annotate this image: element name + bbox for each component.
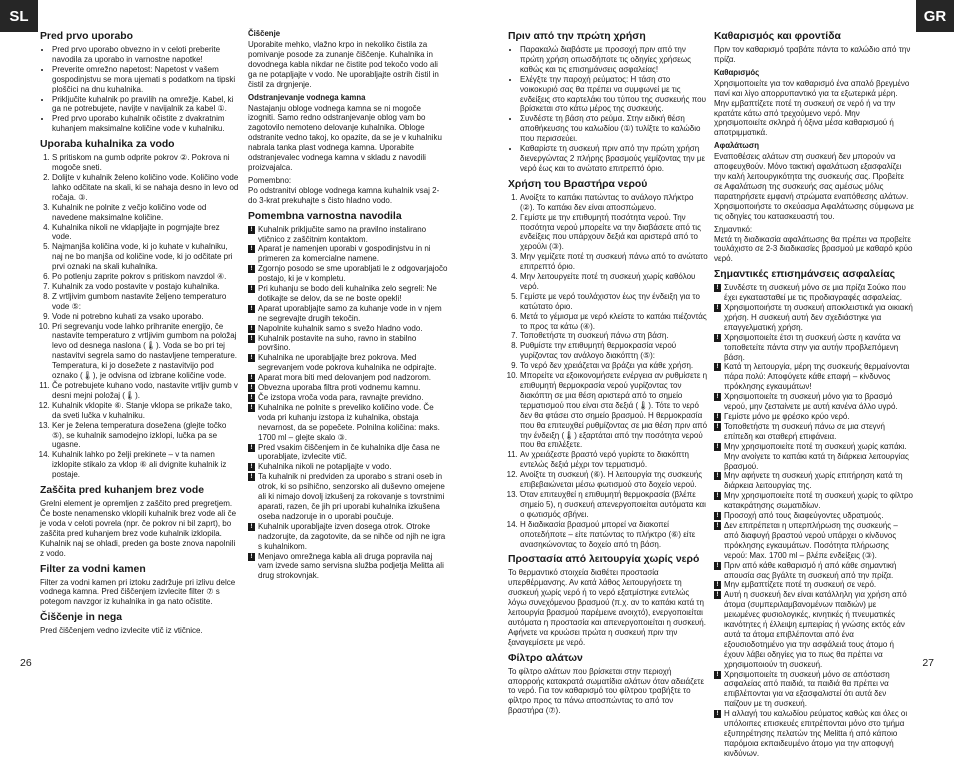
warning-icon: ! [714, 423, 721, 431]
warning-icon: ! [248, 374, 255, 382]
warning-icon: ! [248, 305, 255, 313]
column-1 [40, 26, 240, 666]
warning-icon: ! [714, 512, 721, 520]
paragraph: Pred čiščenjem vedno izvlecite vtič iz vtičnice. [40, 626, 203, 636]
list-item: • Παρακαλώ διαβάστε με προσοχή πριν από την πρώτη χρήση οπωσδήποτε τις οδηγίες χρήσεως καθώς και τις επισημάνσεις ασφαλείας! [520, 45, 708, 75]
warning-item: ! Kuhalnika ne polnite s preveliko količino vode. Če voda pri kuhanju izstopa iz kuhalnika, obstaja nevarnost, da se popečete. Polnilna količina: maks. 1700 ml – glejte skalo ③. [248, 403, 448, 443]
warning-item: ! Kuhalnik uporabljajte izven dosega otrok. Otroke nadzorujte, da zagotovite, da se nihče od njih ne igra s kuhalnikom. [248, 522, 448, 552]
column-2 [248, 26, 448, 666]
paragraph: Το θερμαντικό στοιχεία διαθέτει προστασία υπερθέρμανσης. Αν κατά λάθος λειτουργήσετε τη συσκευή χωρίς νερό ή το νερό εξατμίστηκε εντελώς λόγω συνεχόμενου βρασμού (π.χ. αν το καπάκι κατά τη λειτουργία βρασμού παρέμεινε ανοιχτό), ενεργοποιείται αυτόματα η προστασία και απενεργοποιείται η συσκευή. Αφήνετε να κρυώσει πρώτα η συσκευή πριν την ξαναγεμίσετε με νερό. [508, 568, 706, 647]
list-item: 14. Kuhalnik lahko po želji prekinete – v ta namen izklopite stikalo za vklop ⑥ ali dvignite kuhalnik iz postaje. [52, 450, 240, 480]
warning-icon: ! [248, 523, 255, 531]
warning-icon: ! [248, 265, 255, 273]
list-item: • Καθαρίστε τη συσκευή πριν από την πρώτη χρήση διενεργώντας 2 πλήρης βρασμούς γεμίζοντας την με νερό έως και το ανώτατο επιτρεπτό όριο. [520, 144, 708, 174]
warning-item: ! Χρησιμοποιήστε τη συσκευή αποκλειστικά για οικιακή χρήση. Η συσκευή αυτή δεν σχεδιάστηκε για επαγγελματική χρήση. [714, 303, 914, 333]
warning-icon: ! [248, 444, 255, 452]
section-title: Filter za vodni kamen [40, 563, 146, 575]
warning-item: ! Πριν από κάθε καθαρισμό ή από κάθε σημαντική απουσία σας βγάλτε τη συσκευή από την πρίζα. [714, 561, 914, 581]
subsection-title: Καθαρισμός [714, 67, 760, 77]
paragraph: Grelni element je opremljen z zaščito pred pregretjem. Če boste nenamensko vklopili kuhalnik brez vode ali če je voda v celoti povrela (npr. če pokrov ni bil zaprt), bo zaščita pred kuhanjem brez vode kuhalnik izklopila. Kuhalnik naj se ohladi, preden ga boste znova napolnili z vodo. [40, 499, 237, 558]
list-item: 10. Μπορείτε να εξοικονομήσετε ενέργεια αν ρυθμίσετε η επιθυμητή θερμοκρασία νερού γυρίζοντας τον διακόπτη σε μια θέση αριστερά από το σημείο τερματισμού που είναι στα δεξιά (🌡). Τότε το νερό δεν θα φτάσει στο σημείο βρασμού. Η θερμοκρασία που θα επιτευχθεί ρυθμίζοντας σε μια θέση πριν από την ένδειξη (🌡) εξαρτάται από την ποσότητα νερού που θα επιλέξετε. [520, 371, 708, 450]
list-item: 8. Ρυθμίστε την επιθυμητή θερμοκρασία νερού γυρίζοντας τον ανάλογο διακόπτη (⑤): [520, 341, 708, 361]
warning-icon: ! [248, 335, 255, 343]
warning-item: ! Aparat uporabljajte samo za kuhanje vode in v njem ne segrevajte drugih tekočin. [248, 304, 448, 324]
warning-item: ! Obvezna uporaba filtra proti vodnemu kamnu. [248, 383, 448, 393]
warning-item: ! Kuhalnik priključite samo na pravilno instalirano vtičnico z zaščitnim kontaktom. [248, 225, 448, 245]
warning-item: ! Aparat mora biti med delovanjem pod nadzorom. [248, 373, 448, 383]
warning-item: ! Τοποθετήστε τη συσκευή πάνω σε μια στεγνή επίπεδη και σταθερή επιφάνεια. [714, 422, 914, 442]
warning-icon: ! [714, 522, 721, 530]
section-title: Καθαρισμός και φροντίδα [714, 31, 841, 42]
language-tab-gr: GR [916, 0, 954, 32]
warning-icon: ! [248, 354, 255, 362]
warning-icon: ! [248, 394, 255, 402]
warning-item: ! Menjavo omrežnega kabla ali druga popravila naj vam izvede samo servisna služba podjetja Melitta ali drug strokovnjak. [248, 552, 448, 582]
warning-icon: ! [248, 463, 255, 471]
paragraph: Nastajanju obloge vodnega kamna se ni mogoče izogniti. Samo redno odstranjevanje oblog vam bo zagotovilo nemoteno delovanje kuhalnika. Obloge odstranite vedno takoj, ko opazite, da se je v kuhalniku nabrala tanka plast vodnega kamna. Uporabite odstranjevalec vodnega kamna v skladu z navodili proizvajalca. [248, 103, 442, 172]
warning-icon: ! [248, 285, 255, 293]
warning-icon: ! [714, 413, 721, 421]
warning-item: ! Αυτή η συσκευή δεν είναι κατάλληλη για χρήση από άτομα (συμπεριλαμβανομένων παιδιών) με μειωμένες φυσιολογικές, κινητικές ή πνευματικές ικανότητες ή έλλειψη εμπειρίας ή γνώσης εκτός εάν αυτά τα άτομα επιβλέπονται από ένα εξουσιοδοτημένο για την ασφάλειά τους άτομο ή έχουν λάβει οδηγίες για το πως θα πρέπει να χρησιμοποιούν τη συσκευή. [714, 590, 914, 669]
warning-icon: ! [714, 472, 721, 480]
warning-item: ! Προσοχή από τους διαφεύγοντες υδρατμούς. [714, 511, 914, 521]
warning-item: ! Aparat je namenjen uporabi v gospodinjstvu in ni primeren za komercialne namene. [248, 244, 448, 264]
warning-item: ! Κατά τη λειτουργία, μέρη της συσκευής θερμαίνονται πάρα πολύ: Αποφύγετε κάθε επαφή – κίνδυνος πρόκλησης εγκαυμάτων! [714, 362, 914, 392]
list-item: 13. Όταν επιτευχθεί η επιθυμητή θερμοκρασία (βλέπε σημείο 5), η συσκευή απενεργοποιείται αυτόματα και ο φωτισμός σβήνει. [520, 490, 708, 520]
section-title: Προστασία από λειτουργία χωρίς νερό [508, 554, 700, 566]
subsection-title: Αφαλάτωση [714, 141, 759, 151]
list-item: 5. Γεμίστε με νερό τουλάχιστον έως την ένδειξη για το κατώτατο όριο. [520, 292, 708, 312]
numbered-list [40, 153, 240, 480]
warning-item: ! Μην χρησιμοποιείτε ποτέ τη συσκευή χωρίς καπάκι. Μην ανοίγετε το καπάκι κατά τη διάρκεια λειτουργίας βρασμού. [714, 442, 914, 472]
list-item: 14. Η διαδικασία βρασμού μπορεί να διακοπεί οποτεδήποτε – είτε πατώντας το πλήκτρο (⑥) είτε ανασηκώνοντας το δοχείο από τη βάση. [520, 520, 708, 550]
list-item: 6. Po potlenju zaprite pokrov s pritiskom navzdol ④. [52, 272, 240, 282]
list-item: 7. Kuhalnik za vodo postavite v postajo kuhalnika. [52, 282, 240, 292]
warning-icon: ! [714, 334, 721, 342]
warning-item: ! Γεμίστε μόνο με φρέσκο κρύο νερό. [714, 412, 914, 422]
section-title: Uporaba kuhalnika za vodo [40, 139, 175, 151]
warning-icon: ! [248, 404, 255, 412]
numbered-list [508, 193, 708, 550]
warning-item: ! Χρησιμοποιείτε τη συσκευή μόνο για το βρασμό νερού, μην ζεσταίνετε με αυτή κανένα άλλο υγρό. [714, 392, 914, 412]
paragraph: Πριν τον καθαρισμό τραβάτε πάντα το καλώδιο από την πρίζα. [714, 45, 911, 64]
warning-icon: ! [714, 443, 721, 451]
paragraph: Μετά τη διαδικασία αφαλάτωσης θα πρέπει να προβείτε τουλάχιστο σε 2-3 διαδικασίες βρασμού με καθαρό κρύο νερό. [714, 234, 913, 264]
paragraph: Pomembno: [248, 175, 292, 185]
list-item: 2. Γεμίστε με την επιθυμητή ποσότητα νερού. Την ποσότητα νερού μπορείτε να την διαβάσετε από τις ενδείξεις που υπάρχουν δεξιά και αριστερά από το χερούλι (③). [520, 213, 708, 253]
paragraph: Po odstranitvi obloge vodnega kamna kuhalnik vsaj 2- do 3-krat prekuhajte s čisto hladno vodo. [248, 185, 440, 205]
warning-icon: ! [248, 325, 255, 333]
list-item: 3. Kuhalnik ne polnite z večjo količino vode od navedene maksimalne količine. [52, 203, 240, 223]
warning-icon: ! [714, 710, 721, 718]
warning-icon: ! [248, 473, 255, 481]
page-number-left: 26 [20, 657, 32, 669]
warning-icon: ! [714, 363, 721, 371]
paragraph: Χρησιμοποιείτε για τον καθαρισμό ένα απαλό βρεγμένο πανί και λίγο απορρυπαντικό για τα εξωτερικά μέρη. Μην εμβαπτίζετε ποτέ τη συσκευή σε νερό ή να την κρατάτε κάτω από τρεχούμενο νερό. Μην χρησιμοποιείτε σκληρά ή όξινα μέσα καθαρισμού ή αποτριμματικά. [714, 78, 910, 138]
list-item: 1. Ανοίξτε το καπάκι πατώντας το ανάλογο πλήκτρο (②). Το καπάκι δεν είναι αποσπώμενο. [520, 193, 708, 213]
list-item: 13. Ker je želena temperatura dosežena (glejte točko ⑤), se kuhalnik samodejno izklopi, lučka pa se ugasne. [52, 421, 240, 451]
list-item: 3. Μην γεμίζετε ποτέ τη συσκευή πάνω από το ανώτατο επιτρεπτό όριο. [520, 252, 708, 272]
warning-item: ! Pri kuhanju se bodo deli kuhalnika zelo segreli: Ne dotikajte se delov, da se ne boste opekli! [248, 284, 448, 304]
warning-item: ! Δεν επιτρέπεται η υπερπλήρωση της συσκευής – από διαφυγή βραστού νερού υπάρχει ο κίνδυνος πρόκλησης εγκαυμάτων. Ποσότητα πλήρωσης νερού: Max. 1700 ml – βλέπε ενδείξεις (③). [714, 521, 914, 561]
warning-item: ! Kuhalnika ne uporabljajte brez pokrova. Med segrevanjem vode pokrova kuhalnika ne odpirajte. [248, 353, 448, 373]
paragraph: Σημαντικό: [714, 224, 753, 234]
list-item: • Preverite omrežno napetost: Napetost v vašem gospodinjstvu se mora ujemati s podatkom na tipski ploščici na dnu kuhalnika. [52, 65, 240, 95]
warning-item: ! Kuhalnik postavite na suho, ravno in stabilno površino. [248, 334, 448, 354]
paragraph: Εναποθέσεις αλάτων στη συσκευή δεν μπορούν να αποφευχθούν. Μόνο τακτική αφαλάτωση εξασφαλίζει την καλή λειτουργικότητα της συσκευής σας. Προβείτε σε Αφαλάτωση της συσκευής σας αμέσως μόλις παρατηρήσετε εμφανή στρώματα εναπόθεσης αλάτων. Χρησιμοποιήστε το σκεύασμα Αφαλάτωσης σύμφωνα με τις οδηγίες του κατασκευαστή του. [714, 152, 914, 221]
paragraph: Uporabite mehko, vlažno krpo in nekoliko čistila za pomivanje posode za zunanje čiščenje. Kuhalnika in dovodnega kabla nikdar ne čistite pod tekočo vodo ali ga ne potapljajte v vodo. Ne uporabljajte ostrih čistil in čistil za drgnjenje. [248, 40, 439, 89]
warning-icon: ! [714, 492, 721, 500]
section-title: Χρήση του Βραστήρα νερού [508, 178, 648, 190]
warning-item: ! Če izstopa vroča voda para, ravnajte previdno. [248, 393, 448, 403]
warning-icon: ! [714, 562, 721, 570]
bullet-list [508, 45, 708, 174]
subsection-title: Čiščenje [248, 29, 281, 38]
subsection-title: Odstranjevanje vodnega kamna [248, 92, 366, 102]
column-3 [508, 26, 708, 716]
warning-icon: ! [248, 226, 255, 234]
paragraph: Το φίλτρο αλάτων που βρίσκεται στην περιοχή απορροής κατακρατά σωματίδια αλάτων όταν αδειάζετε το νερό. Για τον καθαρισμό του φίλτρου τραβήξτε το φίλτρο προς τα πάνω αποσπώντας το από τον βραστήρα (⑦). [508, 666, 705, 716]
list-item: 2. Dolijte v kuhalnik želeno količino vode. Količino vode lahko odčitate na skali, ki se nahaja desno in levo od ročaja. ③. [52, 173, 240, 203]
warning-icon: ! [248, 384, 255, 392]
list-item: 10. Pri segrevanju vode lahko prihranite energijo, če nastavite temperaturo z vrtljivim gumbom na položaj levo od desnega naslona (🌡). Voda se bo pri tej nastavitvi segrela samo do nastavljene temperature. Temperatura, ki jo dosežete z nastavitvijo pod oznako (🌡), je odvisna od izbrane količine vode. [52, 322, 240, 381]
warning-icon: ! [714, 393, 721, 401]
warning-item: ! Μην χρησιμοποιείτε ποτέ τη συσκευή χωρίς το φίλτρο κατακράτησης σωματιδίων. [714, 491, 914, 511]
list-item: 9. Vode ni potrebno kuhati za vsako uporabo. [52, 312, 240, 322]
warning-item: ! Kuhalnika nikoli ne potapljajte v vodo. [248, 462, 448, 472]
list-item: • Pred prvo uporabo kuhalnik očistite z dvakratnim kuhanjem maksimalne količine vode v kuhalniku. [52, 114, 240, 134]
list-item: 12. Kuhalnik vklopite ⑥. Stanje vklopa se prikaže tako, da sveti lučka v kuhalniku. [52, 401, 240, 421]
page-number-right: 27 [922, 657, 934, 669]
list-item: 4. Kuhalnika nikoli ne vklapljajte in pogrnjajte brez vode. [52, 223, 240, 243]
section-title: Zaščita pred kuhanjem brez vode [40, 485, 204, 497]
warning-item: ! Ta kuhalnik ni predviden za uporabo s strani oseb in otrok, ki so psihično, senzorsko ali duševno omejene ali ki nimajo dovolj izkušenj za rokovanje s tovrstnimi aparati, razen, če jih pri uporabi kuhalnika izkušena oseba nadzoruje in o uporabi poučuje. [248, 472, 448, 522]
language-tab-sl: SL [0, 0, 38, 32]
list-item: 5. Najmanjša količina vode, ki jo kuhate v kuhalniku, naj ne bo manjša od količine vode, ki jo odčitate pri prvi oznaki na skali kuhalnika. [52, 242, 240, 272]
warning-item: ! Χρησιμοποιείτε έτσι τη συσκευή ώστε η κανάτα να τοποθετείτε πάντα στην για αυτήν προβλεπόμενη βάση. [714, 333, 914, 363]
list-item: 4. Μην λειτουργείτε ποτέ τη συσκευή χωρίς καθόλου νερό. [520, 272, 708, 292]
warning-item: ! Zgornjo posodo se sme uporabljati le z odgovarjajočo postajo, ki je v kompletu. [248, 264, 448, 284]
warning-item: ! Pred vsakim čiščenjem in če kuhalnika dlje časa ne uporabljate, izvlecite vtič. [248, 443, 448, 463]
paragraph: Filter za vodni kamen pri iztoku zadržuje pri izlivu delce vodnega kamna. Pred čiščenjem izvlecite filter ⑦ s potegom navzgor iz kuhalnika in ga nato očistite. [40, 577, 236, 607]
warning-item: ! Χρησιμοποιείτε τη συσκευή μόνο σε απόσταση ασφαλείας από παιδιά, τα παιδιά θα πρέπει να επιβλέπονται για να εξασφαλιστεί ότι αυτά δεν παίζουν με τη συσκευή. [714, 670, 914, 710]
list-item: 9. Το νερό δεν χρειάζεται να βράζει για κάθε χρήση. [520, 361, 708, 371]
warning-icon: ! [714, 581, 721, 589]
section-title: Σημαντικές επισημάνσεις ασφαλείας [714, 269, 896, 281]
list-item: • Ελέγξτε την παροχή ρεύματος: Η τάση στο νοικοκυριό σας θα πρέπει να συμφωνεί με τις ενδείξεις στο καρτελάκι του τύπου της συσκευής που βρίσκεται στο κάτω μέρος της συσκευής. [520, 75, 708, 115]
warning-item: ! Napolnite kuhalnik samo s svežo hladno vodo. [248, 324, 448, 334]
warning-item: ! Η αλλαγή του καλωδίου ρεύματος καθώς και όλες οι υπόλοιπες επισκευές επιτρέπονται μόνο στο τμήμα εξυπηρέτησης πελατών της Melitta ή από κάποιο παρόμοια εκπαιδευμένο άτομο για την αποφυγή κινδύνων. [714, 709, 914, 759]
list-item: • Priključite kuhalnik po pravilih na omrežje. Kabel, ki ga ne potrebujete, navijte v navijalnik za kabel ①. [52, 95, 240, 115]
section-title: Pomembna varnostna navodila [248, 210, 402, 222]
list-item: 11. Αν χρειάζεστε βραστό νερό γυρίστε το διακόπτη εντελώς δεξιά μέχρι τον τερματισμό. [520, 450, 708, 470]
section-title: Čiščenje in nega [40, 612, 122, 624]
list-item: 12. Ανοίξτε τη συσκευή (⑥). Η λειτουργία της συσκευής επιβεβαιώνεται μέσω φωτισμού στο δοχείο νερού. [520, 470, 708, 490]
list-item: 1. S pritiskom na gumb odprite pokrov ②. Pokrova ni mogoče sneti. [52, 153, 240, 173]
column-4 [714, 26, 914, 758]
warning-list [248, 225, 448, 582]
bullet-list [40, 45, 240, 134]
list-item: 8. Z vrtljivim gumbom nastavite željeno temperaturo vode ⑤: [52, 292, 240, 312]
section-title: Pred prvo uporabo [40, 31, 133, 42]
warning-icon: ! [714, 591, 721, 599]
warning-icon: ! [714, 284, 721, 292]
warning-icon: ! [714, 671, 721, 679]
list-item: 6. Μετά το γέμισμα με νερό κλείστε το καπάκι πιέζοντάς το προς τα κάτω (④). [520, 312, 708, 332]
warning-item: ! Μην αφήνετε τη συσκευή χωρίς επιτήρηση κατά τη διάρκεια λειτουργίας της. [714, 471, 914, 491]
warning-icon: ! [248, 245, 255, 253]
warning-icon: ! [248, 553, 255, 561]
list-item: • Pred prvo uporabo obvezno in v celoti preberite navodila za uporabo in varnostne napotke! [52, 45, 240, 65]
list-item: • Συνδέστε τη βάση στο ρεύμα. Στην ειδική θέση αποθήκευσης του καλωδίου (①) τυλίξτε το καλώδιο που περισσεύει. [520, 114, 708, 144]
list-item: 7. Τοποθετήστε τη συσκευή πάνω στη βάση. [520, 331, 708, 341]
section-title: Φίλτρο αλάτων [508, 652, 583, 664]
warning-icon: ! [714, 304, 721, 312]
warning-item: ! Μην εμβαπτίζετε ποτέ τη συσκευή σε νερό. [714, 580, 914, 590]
warning-list [714, 283, 914, 759]
section-title: Πριν από την πρώτη χρήση [508, 31, 646, 42]
list-item: 11. Če potrebujete kuhano vodo, nastavite vrtljiv gumb v desni mejni položaj (🌡). [52, 381, 240, 401]
warning-item: ! Συνδέστε τη συσκευή μόνο σε μια πρίζα Σούκο που έχει εγκατασταθεί με τις προδιαγραφές ασφαλείας. [714, 283, 914, 303]
